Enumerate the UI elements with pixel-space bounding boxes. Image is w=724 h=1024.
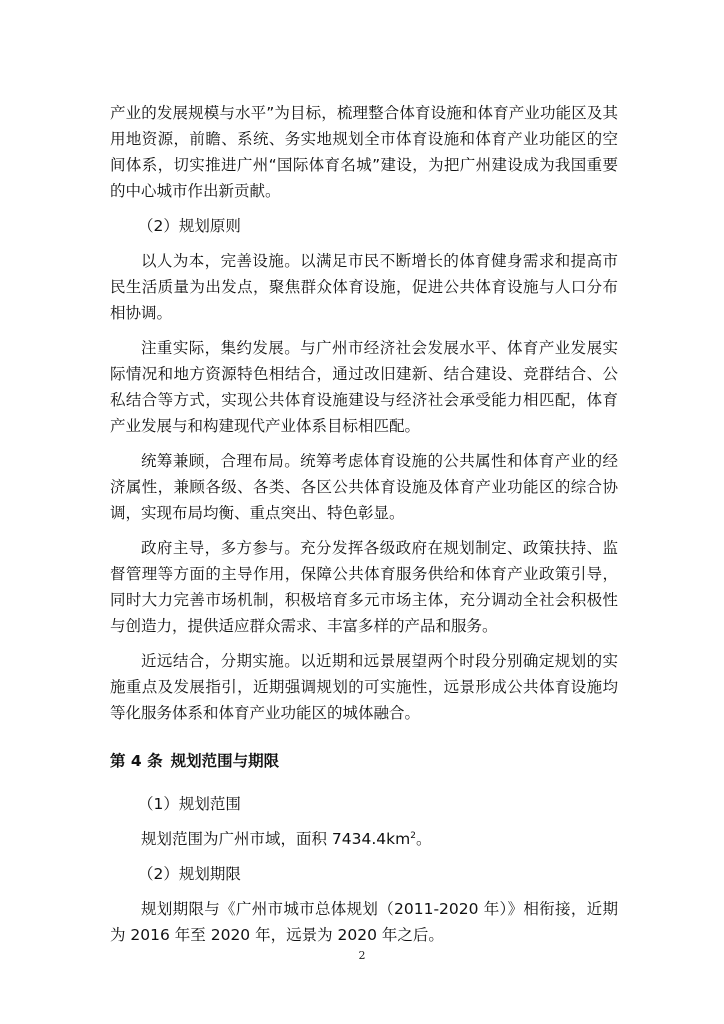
principle-paragraph: 近远结合，分期实施。以近期和远景展望两个时段分别确定规划的实施重点及发展指引，近期强调规划的可实施性，远景形成公共体育设施均等化服务体系和体育产业功能区的城体融合。 xyxy=(110,652,618,722)
principle-paragraph: 统筹兼顾，合理布局。统筹考虑体育设施的公共属性和体育产业的经济属性，兼顾各级、各类、各区公共体育设施及体育产业功能区的综合协调，实现布局均衡、重点突出、特色彰显。 xyxy=(110,452,618,522)
scope-end-punctuation: 。 xyxy=(415,830,432,848)
page-number: 2 xyxy=(358,949,366,962)
scope-text: 规划范围为广州市域，面积 7434.4km xyxy=(141,830,411,848)
area-unit-superscript: 2 xyxy=(410,830,416,841)
period-subheading: （2）规划期限 xyxy=(138,865,241,883)
article-number: 第 4 条 xyxy=(110,752,163,770)
period-paragraph: 规划期限与《广州市城市总体规划（2011-2020 年）》相衔接，近期为 2016 年至 2020 年，远景为 2020 年之后。 xyxy=(110,900,618,944)
article-heading xyxy=(110,748,618,774)
article-title: 规划范围与期限 xyxy=(170,752,280,770)
principles-subheading: （2）规划原则 xyxy=(138,217,241,235)
principle-paragraph: 注重实际，集约发展。与广州市经济社会发展水平、体育产业发展实际情况和地方资源特色相结合，通过改旧建新、结合建设、竞群结合、公私结合等方式，实现公共体育设施建设与经济社会承受能力相匹配，体育产业发展与和构建现代产业体系目标相匹配。 xyxy=(110,339,618,435)
scope-paragraph xyxy=(110,826,618,852)
scope-subheading: （1）规划范围 xyxy=(138,795,241,813)
document-body xyxy=(110,100,618,957)
intro-continuation-paragraph: 产业的发展规模与水平”为目标，梳理整合体育设施和体育产业功能区及其用地资源，前瞻、系统、务实地规划全市体育设施和体育产业功能区的空间体系，切实推进广州“国际体育名城”建设，为把广州建设成为我国重要的中心城市作出新贡献。 xyxy=(110,104,618,200)
principle-paragraph: 以人为本，完善设施。以满足市民不断增长的体育健身需求和提高市民生活质量为出发点，聚焦群众体育设施，促进公共体育设施与人口分布相协调。 xyxy=(110,252,618,322)
principle-paragraph: 政府主导，多方参与。充分发挥各级政府在规划制定、政策扶持、监督管理等方面的主导作用，保障公共体育服务供给和体育产业政策引导，同时大力完善市场机制，积极培育多元市场主体，充分调动全社会积极性与创造力，提供适应群众需求、丰富多样的产品和服务。 xyxy=(110,539,618,635)
